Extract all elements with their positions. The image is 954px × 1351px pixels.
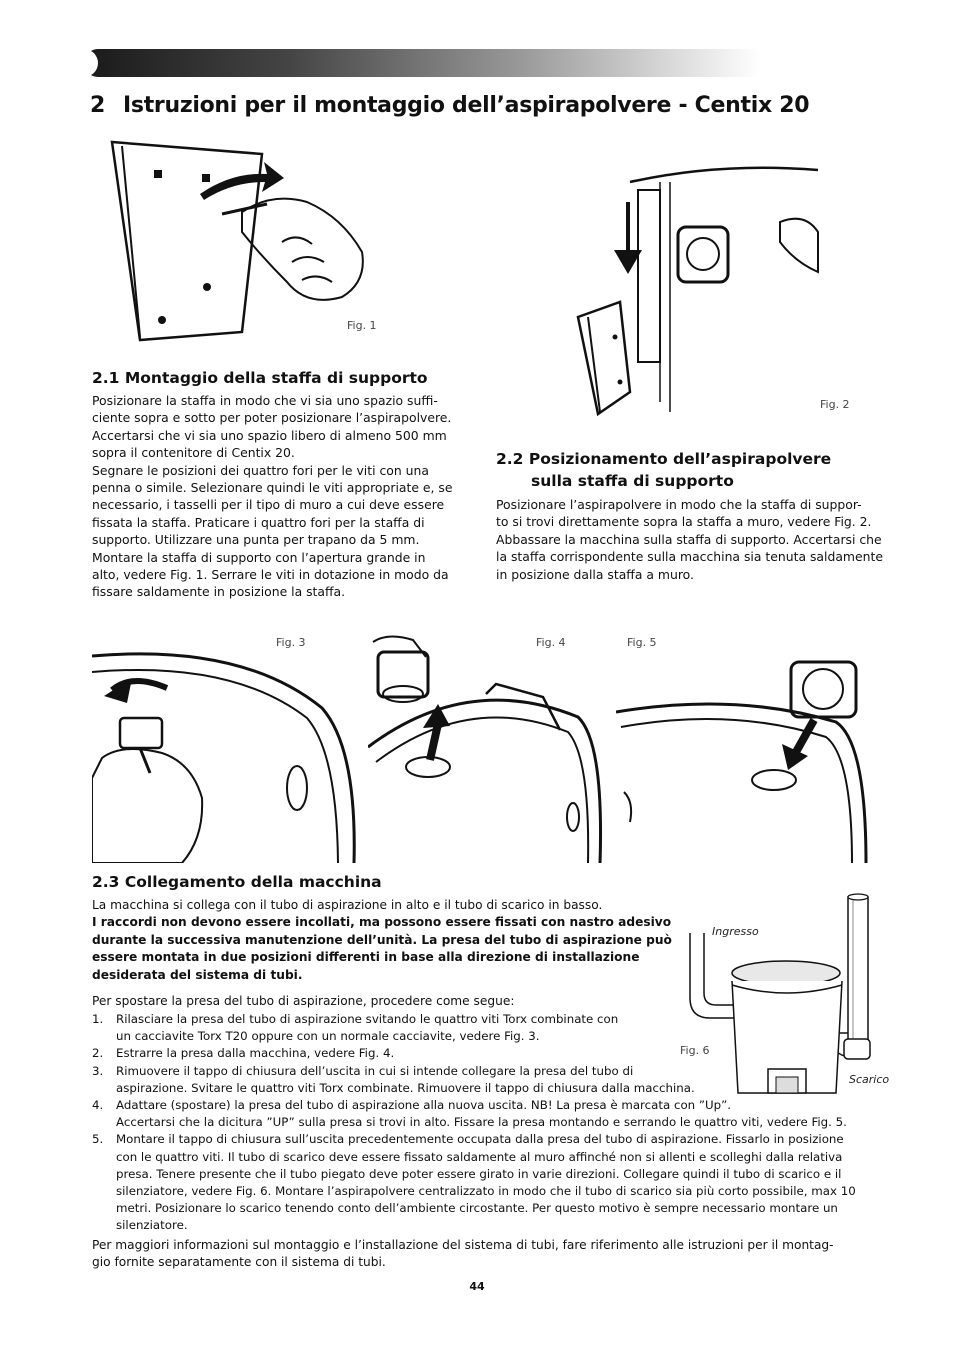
closing-line: gio fornite separatamente con il sistema di tubi. (92, 1255, 386, 1270)
figure-2-label: Fig. 2 (820, 398, 850, 411)
section-2-2-line: to si trovi direttamente sopra la staffa a muro, vedere Fig. 2. (496, 514, 872, 530)
section-2-3-heading: 2.3 Collegamento della macchina (92, 873, 382, 891)
section-2-1-line: sopra il contenitore di Centix 20. (92, 445, 295, 461)
step-line: Rilasciare la presa del tubo di aspirazione svitando le quattro viti Torx combinate con (116, 1012, 619, 1026)
step-line: Estrarre la presa dalla macchina, vedere Fig. 4. (116, 1046, 395, 1061)
section-2-1-line: fissare saldamente in posizione la staffa. (92, 584, 346, 600)
figure-6-inlet-label: Ingresso (712, 925, 759, 938)
step-line: Rimuovere il tappo di chiusura dell’uscita in cui si intende collegare la presa del tubo di (116, 1063, 634, 1078)
step-line: Accertarsi che la dicitura ”UP” sulla presa si trovi in alto. Fissare la presa montando e serrando le quattro viti, vedere Fig. 5. (116, 1115, 847, 1130)
section-2-3-bold-line: essere montata in due posizioni differenti in base alla direzione di installazione (92, 950, 640, 965)
section-2-1-line: Segnare le posizioni dei quattro fori per le viti con una (92, 462, 429, 478)
section-2-1-line: Posizionare la staffa in modo che vi sia uno spazio suffi- (92, 393, 438, 408)
section-2-3-intro-line: La macchina si collega con il tubo di aspirazione in alto e il tubo di scarico in basso. (92, 898, 603, 912)
section-2-3-bold-line: I raccordi non devono essere incollati, ma possono essere fissati con nastro adesivo (92, 915, 672, 930)
section-2-1-line: alto, vedere Fig. 1. Serrare le viti in dotazione in modo da (92, 567, 449, 583)
closing-text (92, 1237, 892, 1272)
figure-5-illustration (616, 652, 868, 863)
section-title: Istruzioni per il montaggio dell’aspirapolvere - Centix 20 (123, 93, 810, 118)
section-2-1-line: Accertarsi che vi sia uno spazio libero di almeno 500 mm (92, 427, 447, 443)
steps-intro: Per spostare la presa del tubo di aspirazione, procedere come segue: (92, 994, 515, 1008)
section-2-1-line: supporto. Utilizzare una punta per trapano da 5 mm. (92, 532, 420, 548)
section-2-2-heading-line-1: 2.2 Posizionamento dell’aspirapolvere (496, 450, 832, 468)
step-number: 1. (92, 1012, 104, 1026)
step-line: presa. Tenere presente che il tubo piegato deve poter essere girato in varie direzioni. Collegare quindi il tubo di scarico e il (116, 1166, 842, 1181)
figure-6-label: Fig. 6 (680, 1044, 710, 1057)
figure-5-label: Fig. 5 (627, 636, 657, 649)
page-number: 44 (469, 1280, 485, 1293)
step-line: con le quattro viti. Il tubo di scarico deve essere fissato saldamente al muro affinché non si allenti e scolleghi dalla relativa (116, 1149, 843, 1164)
section-2-3-bold-line: durante la successiva manutenzione dell’unità. La presa del tubo di aspirazione può (92, 932, 672, 947)
section-2-1-line: penna o simile. Selezionare quindi le viti appropriate e, se (92, 480, 453, 496)
step-number: 4. (92, 1098, 104, 1113)
section-2-2-body (496, 496, 906, 583)
section-2-1-line: ciente sopra e sotto per poter posizionare l’aspirapolvere. (92, 410, 452, 426)
step-item (92, 1131, 882, 1234)
figure-4-label: Fig. 4 (536, 636, 566, 649)
section-2-3-bold-line: desiderata del sistema di tubi. (92, 967, 303, 982)
figure-3-illustration (92, 648, 362, 863)
section-2-2-line: Posizionare l’aspirapolvere in modo che la staffa di suppor- (496, 497, 862, 512)
step-line: metri. Posizionare lo scarico tenendo conto dell’ambiente circostante. Per questo motivo è sempre necessario montare un (116, 1201, 838, 1216)
step-number: 3. (92, 1063, 104, 1078)
section-2-3-intro (92, 897, 692, 984)
header-banner (84, 49, 760, 77)
closing-line: Per maggiori informazioni sul montaggio e l’installazione del sistema di tubi, fare riferimento alle istruzioni per il montag- (92, 1238, 834, 1252)
section-number: 2 (90, 93, 106, 118)
figure-3-label: Fig. 3 (276, 636, 306, 649)
step-line: silenziatore, vedere Fig. 6. Montare l’aspirapolvere centralizzato in modo che il tubo di scarico sia più corto possibile, max 10 (116, 1184, 856, 1199)
step-line: Montare il tappo di chiusura sull’uscita precedentemente occupata dalla presa del tubo di aspirazione. Fissarlo in posizione (116, 1132, 844, 1147)
section-2-1-line: Montare la staffa di supporto con l’apertura grande in (92, 549, 426, 565)
section-2-1-body (92, 392, 482, 601)
step-line: silenziatore. (116, 1218, 188, 1233)
section-2-2-line: in posizione dalla staffa a muro. (496, 566, 694, 582)
step-line: aspirazione. Svitare le quattro viti Torx combinate. Rimuovere il tappo di chiusura dalla macchina. (116, 1080, 695, 1095)
step-line: Adattare (spostare) la presa del tubo di aspirazione alla nuova uscita. NB! La presa è marcata con ”Up”. (116, 1098, 731, 1113)
section-2-1-line: fissata la staffa. Praticare i quattro fori per la staffa di (92, 514, 425, 530)
step-line: un cacciavite Torx T20 oppure con un normale cacciavite, vedere Fig. 3. (116, 1029, 540, 1044)
figure-1-illustration (92, 132, 382, 344)
figure-4-illustration (368, 632, 606, 863)
step-number: 2. (92, 1046, 104, 1061)
section-2-2-heading-line-2: sulla staffa di supporto (531, 472, 734, 490)
section-2-1-line: necessario, i tasselli per il tipo di muro a cui deve essere (92, 497, 445, 513)
section-2-2-line: Abbassare la macchina sulla staffa di supporto. Accertarsi che (496, 531, 882, 547)
figure-6-outlet-label: Scarico (849, 1073, 890, 1086)
section-2-2-line: la staffa corrispondente sulla macchina sia tenuta saldamente (496, 549, 883, 565)
figure-1-label: Fig. 1 (347, 319, 377, 332)
step-number: 5. (92, 1132, 104, 1147)
section-2-1-heading: 2.1 Montaggio della staffa di supporto (92, 369, 428, 387)
page-title (90, 93, 809, 118)
figure-2-illustration (570, 162, 820, 420)
